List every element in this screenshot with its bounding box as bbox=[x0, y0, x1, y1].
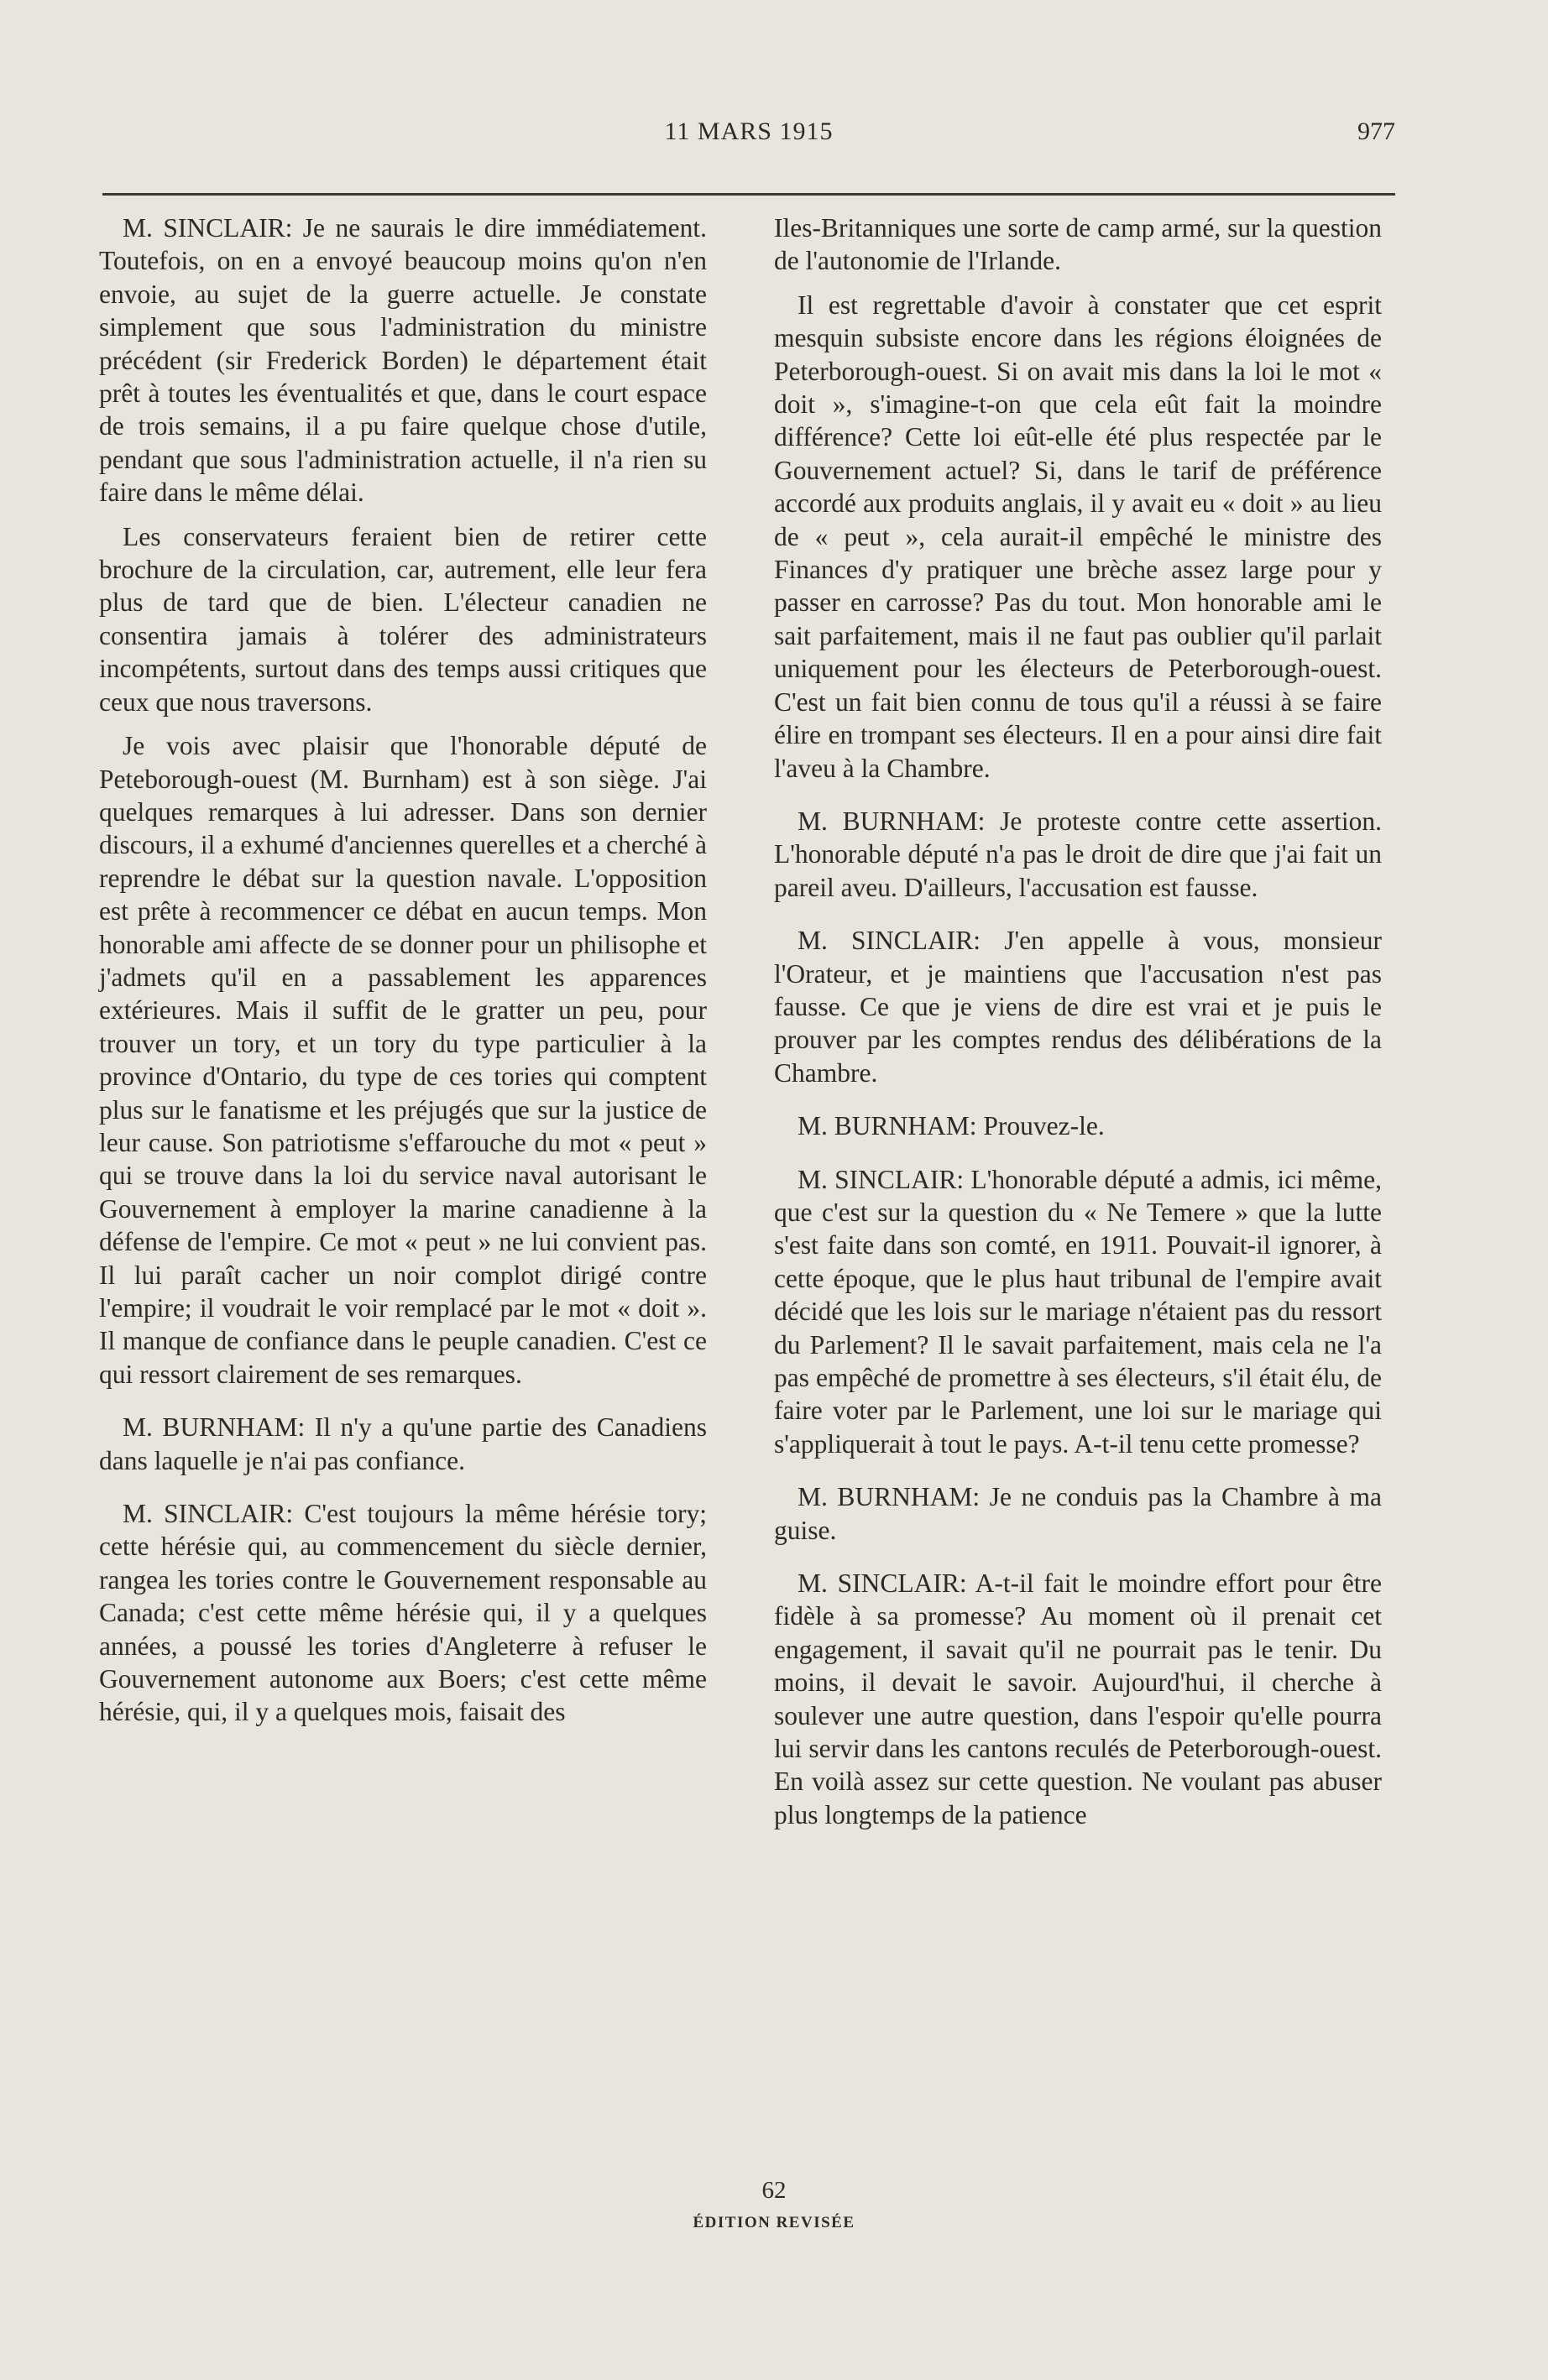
page-number: 977 bbox=[1357, 117, 1395, 145]
edition-label: ÉDITION REVISÉE bbox=[693, 2214, 855, 2231]
paragraph: M. BURNHAM: Il n'y a qu'une partie des Canadiens dans laquelle je n'ai pas confiance. bbox=[99, 1412, 707, 1475]
signature-number: 62 bbox=[761, 2177, 787, 2204]
paragraph: M. BURNHAM: Prouvez-le. bbox=[798, 1111, 1105, 1141]
left-column bbox=[99, 211, 707, 1740]
paragraph: M. SINCLAIR: C'est toujours la même hérésie tory; cette hérésie qui, au commencement du siècle dernier, rangea les tories contre le Gouvernement responsable au Canada; c'est cette même hérésie qui, il y a quelques années, a poussé les tories d'Angleterre à refuser le Gouvernement autonome aux Boers; c'est cette même hérésie, qui, il y a quelques mois, faisait des bbox=[99, 1499, 707, 1727]
paragraph: Iles-Britanniques une sorte de camp armé, sur la question de l'autonomie de l'Irlande. bbox=[774, 213, 1382, 276]
paragraph: Je vois avec plaisir que l'honorable député de Peteborough-ouest (M. Burnham) est à son siège. J'ai quelques remarques à lui adresser. Dans son dernier discours, il a exhumé d'anciennes querelles et a cherché à reprendre le débat sur la question navale. L'opposition est prête à recommencer ce débat en aucun temps. Mon honorable ami affecte de se donner pour un philisophe et j'admets qu'il en a passablement les apparences extérieures. Mais il suffit de le gratter un peu, pour trouver un tory, et un tory du type particulier à la province d'Ontario, du type de ces tories qui comptent plus sur le fanatisme et les préjugés que sur la justice de leur cause. Son patriotisme s'effarouche du mot « peut » qui se trouve dans la loi du service naval autorisant le Gouvernement à employer la marine canadienne à la défense de l'empire. Ce mot « peut » ne lui convient pas. Il lui paraît cacher un noir complot dirigé contre l'empire; il voudrait le voir remplacé par le mot « doit ». Il manque de confiance dans le peuple canadien. C'est ce qui ressort clairement de ses remarques. bbox=[99, 731, 707, 1389]
right-column bbox=[774, 211, 1382, 1842]
page-header bbox=[102, 117, 1395, 159]
page-date: 11 MARS 1915 bbox=[664, 117, 834, 145]
paragraph: Il est regrettable d'avoir à constater que cet esprit mesquin subsiste encore dans les régions éloignées de Peterborough-ouest. Si on avait mis dans la loi le mot « doit », s'imagine-t-on que cela eût fait la moindre différence? Cette loi eût-elle été plus respectée par le Gouvernement actuel? Si, dans le tarif de préférence accordé aux produits anglais, il y avait eu « doit » au lieu de « peut », cela aurait-il empêché le ministre des Finances d'y pratiquer une brèche assez large pour y passer en carrosse? Pas du tout. Mon honorable ami le sait parfaitement, mais il ne faut pas oublier qu'il parlait uniquement pour les électeurs de Peterborough-ouest. C'est un fait bien connu de tous qu'il a réussi à se faire élire en trompant ses électeurs. Il en a pour ainsi dire fait l'aveu à la Chambre. bbox=[774, 290, 1382, 783]
paragraph: M. SINCLAIR: Je ne saurais le dire immédiatement. Toutefois, on en a envoyé beaucoup moins qu'on n'en envoie, au sujet de la guerre actuelle. Je constate simplement que sous l'administration du ministre précédent (sir Frederick Borden) le département était prêt à toutes les éventualités et que, dans le court espace de trois semains, il a pu faire quelque chose d'utile, pendant que sous l'administration actuelle, il n'a rien su faire dans le même délai. bbox=[99, 213, 707, 508]
paragraph: M. BURNHAM: Je proteste contre cette assertion. L'honorable député n'a pas le droit de dire que j'ai fait un pareil aveu. D'ailleurs, l'accusation est fausse. bbox=[774, 806, 1382, 902]
paragraph: M. BURNHAM: Je ne conduis pas la Chambre à ma guise. bbox=[774, 1482, 1382, 1545]
paragraph: M. SINCLAIR: J'en appelle à vous, monsieur l'Orateur, et je maintiens que l'accusation n'est pas fausse. Ce que je viens de dire est vrai et je puis le prouver par les comptes rendus des délibérations de la Chambre. bbox=[774, 926, 1382, 1088]
header-rule bbox=[102, 193, 1395, 196]
paragraph: M. SINCLAIR: A-t-il fait le moindre effort pour être fidèle à sa promesse? Au moment où il prenait cet engagement, il savait qu'il ne pourrait pas le tenir. Du moins, il devait le savoir. Aujourd'hui, il cherche à soulever une autre question, dans l'espoir qu'elle pourra lui servir dans les cantons reculés de Peterborough-ouest. En voilà assez sur cette question. Ne voulant pas abuser plus longtemps de la patience bbox=[774, 1568, 1382, 1829]
paragraph: M. SINCLAIR: L'honorable député a admis, ici même, que c'est sur la question du « Ne Temere » que la lutte s'est faite dans son comté, en 1911. Pouvait-il ignorer, à cette époque, que le plus haut tribunal de l'empire avait décidé que les lois sur le mariage n'étaient pas du ressort du Parlement? Il le savait parfaitement, mais cela ne l'a pas empêché de promettre à ses électeurs, s'il était élu, de faire voter par le Parlement, une loi sur le mariage qui s'appliquerait à tout le pays. A-t-il tenu cette promesse? bbox=[774, 1164, 1382, 1459]
paragraph: Les conservateurs feraient bien de retirer cette brochure de la circulation, car, autrement, elle leur fera plus de tard que de bien. L'électeur canadien ne consentira jamais à tolérer des administrateurs incompétents, surtout dans des temps aussi critiques que ceux que nous traversons. bbox=[99, 521, 707, 717]
